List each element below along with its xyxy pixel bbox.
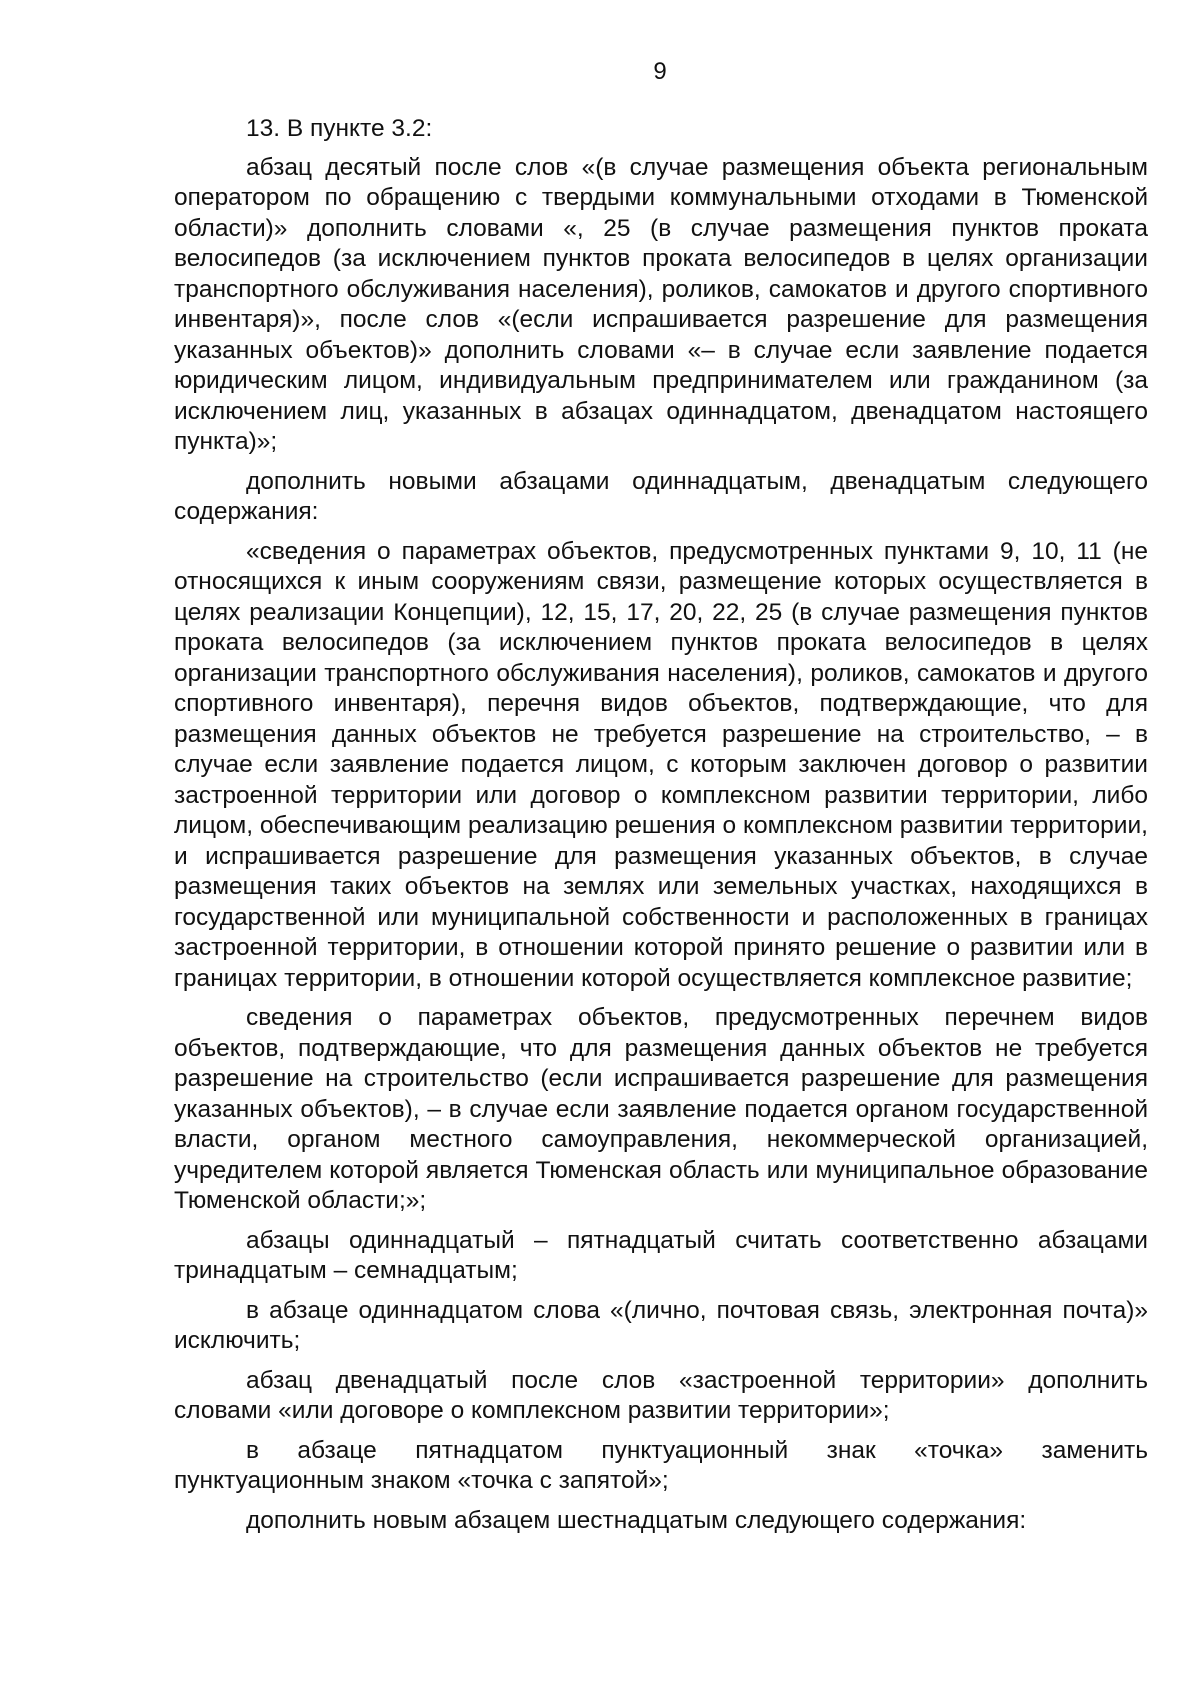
section-heading: 13. В пункте 3.2: — [246, 115, 433, 142]
paragraph-4: сведения о параметрах объектов, предусмотренных перечнем видов объектов, подтверждающие, что для размещения данных объектов не требуется разрешение на строительство (если испрашивается разрешение для размещения указанных объектов), – в случае если заявление подается органом государственной власти, органом местного самоуправления, некоммерческой организацией, учредителем которой является Тюменская область или муниципальное образование Тюменской области;»; — [174, 1004, 1148, 1214]
page-number: 9 — [653, 58, 667, 85]
document-body — [174, 114, 1148, 1545]
paragraph-8: в абзаце пятнадцатом пунктуационный знак «точка» заменить пунктуационным знаком «точка с запятой»; — [174, 1436, 1148, 1494]
paragraph-1: абзац десятый после слов «(в случае размещения объекта региональным оператором по обращению с твердыми коммунальными отходами в Тюменской области)» дополнить словами «, 25 (в случае размещения пунктов проката велосипедов (за исключением пунктов проката велосипедов в целях организации транспортного обслуживания населения), роликов, самокатов и другого спортивного инвентаря)», после слов «(если испрашивается разрешение для размещения указанных объектов)» дополнить словами «– в случае если заявление подается юридическим лицом, индивидуальным предпринимателем или гражданином (за исключением лиц, указанных в абзацах одиннадцатом, двенадцатом настоящего пункта)»; — [174, 153, 1148, 455]
paragraph-6: в абзаце одиннадцатом слова «(лично, почтовая связь, электронная почта)» исключить; — [174, 1296, 1148, 1354]
paragraph-3: «сведения о параметрах объектов, предусмотренных пунктами 9, 10, 11 (не относящихся к иным сооружениям связи, размещение которых осуществляется в целях реализации Концепции), 12, 15, 17, 20, 22, 25 (в случае размещения пунктов проката велосипедов (за исключением пунктов проката велосипедов в целях организации транспортного обслуживания населения), роликов, самокатов и другого спортивного инвентаря), перечня видов объектов, подтверждающие, что для размещения данных объектов не требуется разрешение на строительство, – в случае если заявление подается лицом, с которым заключен договор о развитии застроенной территории или договор о комплексном развитии территории, либо лицом, обеспечивающим реализацию решения о комплексном развитии территории, и испрашивается разрешение для размещения указанных объектов, в случае размещения таких объектов на землях или земельных участках, находящихся в государственной или муниципальной собственности и расположенных в границах застроенной территории, в отношении которой принято решение о развитии или в границах территории, в отношении которой осуществляется комплексное развитие; — [174, 537, 1148, 992]
paragraph-2: дополнить новыми абзацами одиннадцатым, двенадцатым следующего содержания: — [174, 467, 1148, 525]
paragraph-9: дополнить новым абзацем шестнадцатым следующего содержания: — [246, 1506, 1027, 1534]
paragraph-5: абзацы одиннадцатый – пятнадцатый считать соответственно абзацами тринадцатым – семнадцатым; — [174, 1226, 1148, 1284]
paragraph-7: абзац двенадцатый после слов «застроенной территории» дополнить словами «или договоре о комплексном развитии территории»; — [174, 1366, 1148, 1424]
